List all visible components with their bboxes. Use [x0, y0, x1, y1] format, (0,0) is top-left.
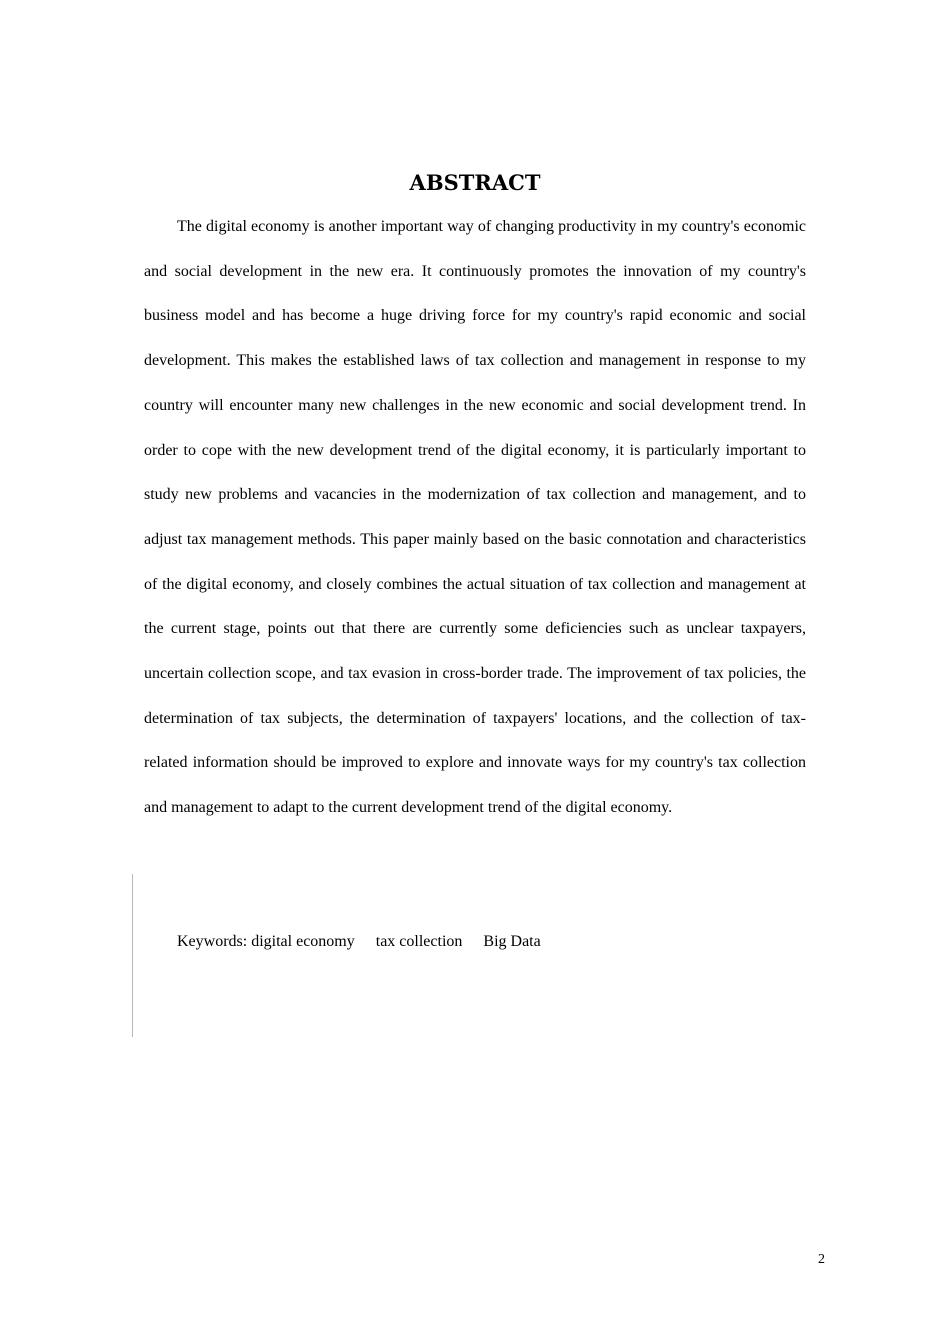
page-number: 2: [818, 1252, 825, 1267]
keyword-item: Big Data: [483, 933, 541, 950]
keyword-item: tax collection: [375, 933, 463, 950]
abstract-paragraph: The digital economy is another important way of changing productivity in my country's economic and social development in the new era. It continuously promotes the innovation of my country's business model and has become a huge driving force for my country's rapid economic and social development. This makes the established laws of tax collection and management in response to my country will encounter many new challenges in the new economic and social development trend. In order to cope with the new development trend of the digital economy, it is particularly important to study new problems and vacancies in the modernization of tax collection and management, and to adjust tax management methods. This paper mainly based on the basic connotation and characteristics of the digital economy, and closely combines the actual situation of tax collection and management at the current stage, points out that there are currently some deficiencies such as unclear taxpayers, uncertain collection scope, and tax evasion in cross-border trade. The improvement of tax policies, the determination of tax subjects, the determination of taxpayers' locations, and the collection of tax-related information should be improved to explore and innovate ways for my country's tax collection and management to adapt to the current development trend of the digital economy.: [144, 218, 806, 817]
abstract-title: ABSTRACT: [409, 170, 541, 195]
keywords-label: Keywords:: [177, 933, 248, 950]
margin-rule: [132, 874, 133, 1037]
keyword-item: digital economy: [251, 933, 355, 950]
keywords-line: [177, 928, 541, 956]
